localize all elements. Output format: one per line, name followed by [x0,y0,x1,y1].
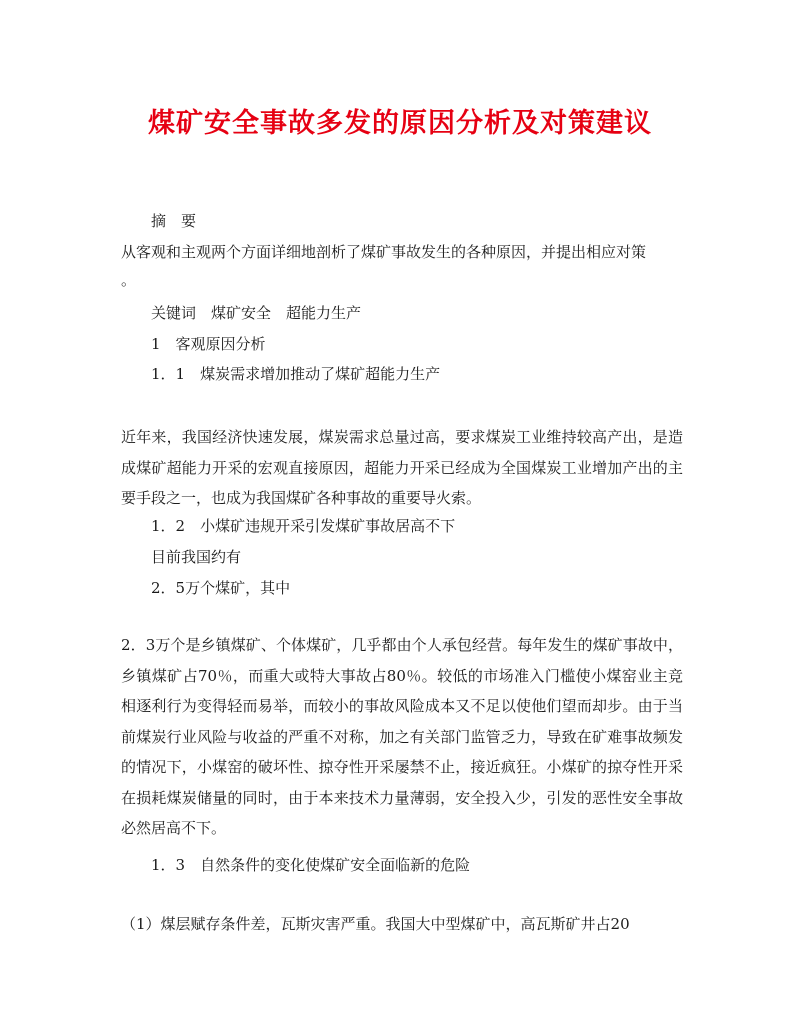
text-line-mine-count: 2．5万个煤矿，其中 [151,579,291,597]
keywords: 关键词 煤矿安全 超能力生产 [151,304,362,322]
abstract-text: 从客观和主观两个方面详细地剖析了煤矿事故发生的各种原因，并提出相应对策 [121,243,647,261]
text-line-estimate: 目前我国约有 [151,548,242,566]
section-1-heading: 1 客观原因分析 [151,335,266,353]
section-1-3-heading: 1．3 自然条件的变化使煤矿安全面临新的危险 [151,856,471,874]
section-1-1-heading: 1．1 煤炭需求增加推动了煤矿超能力生产 [151,365,441,383]
abstract-heading: 摘 要 [151,212,197,230]
abstract-end-mark: 。 [121,271,137,289]
paragraph-demand: 近年来，我国经济快速发展，煤炭需求总量过高，要求煤炭工业维持较高产出，是造成煤矿超能力开采的宏观直接原因，超能力开采已经成为全国煤炭工业增加产出的主要手段之一，也成为我国煤矿各种事故的重要导火索。 [121,428,683,507]
document-title: 煤矿安全事故多发的原因分析及对策建议 [148,108,652,139]
paragraph-gas-hazard: （1）煤层赋存条件差，瓦斯灾害严重。我国大中型煤矿中，高瓦斯矿井占20 [121,915,630,933]
section-1-2-heading: 1．2 小煤矿违规开采引发煤矿事故居高不下 [151,517,456,535]
paragraph-small-mines: 2．3万个是乡镇煤矿、个体煤矿，几乎都由个人承包经营。每年发生的煤矿事故中，乡镇煤矿占70％，而重大或特大事故占80％。较低的市场准入门槛使小煤窑业主竞相逐利行为变得轻而易举，而较小的事故风险成本又不足以使他们望而却步。由于当前煤炭行业风险与收益的严重不对称，加之有关部门监管乏力，导致在矿难事故频发的情况下，小煤窑的破坏性、掠夺性开采屡禁不止，接近疯狂。小煤矿的掠夺性开采在损耗煤炭储量的同时，由于本来技术力量薄弱，安全投入少，引发的恶性安全事故必然居高不下。 [121,636,683,837]
